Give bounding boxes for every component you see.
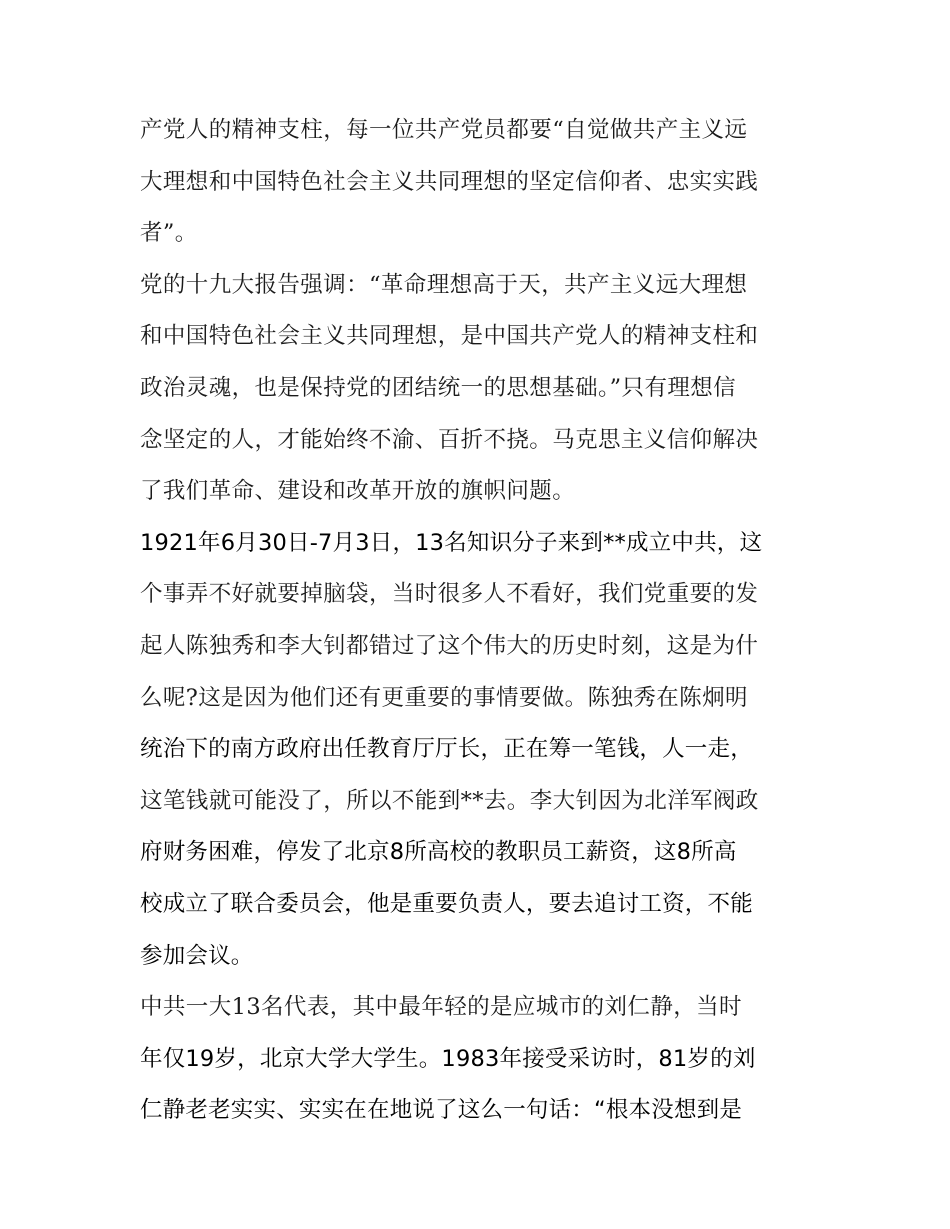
text-line: 年仅19岁，北京大学大学生。1983年接受采访时，81岁的刘 xyxy=(140,1045,756,1072)
text-line: 者”。 xyxy=(140,220,198,247)
text-line: 党的十九大报告强调：“革命理想高于天，共产主义远大理想 xyxy=(140,271,748,298)
text-line: 个事弄不好就要掉脑袋，当时很多人不看好，我们党重要的发 xyxy=(140,581,759,608)
text-line: 起人陈独秀和李大钊都错过了这个伟大的历史时刻，这是为什 xyxy=(140,632,759,659)
text-line: 政治灵魂，也是保持党的团结统一的思想基础。”只有理想信 xyxy=(140,374,737,401)
text-line: 校成立了联合委员会，他是重要负责人，要去追讨工资，不能 xyxy=(140,890,753,917)
text-line: 念坚定的人，才能始终不渝、百折不挠。马克思主义信仰解决 xyxy=(140,426,759,453)
text-line: 仁静老老实实、实实在在地说了这么一句话：“根本没想到是 xyxy=(140,1097,743,1124)
text-line: 大理想和中国特色社会主义共同理想的坚定信仰者、忠实实践 xyxy=(140,168,759,195)
text-line: 中共一大13名代表，其中最年轻的是应城市的刘仁静，当时 xyxy=(140,994,742,1021)
text-line: 府财务困难，停发了北京8所高校的教职员工薪资，这8所高 xyxy=(140,839,737,866)
text-line: 了我们革命、建设和改革开放的旗帜问题。 xyxy=(140,478,576,505)
text-line: 么呢?这是因为他们还有更重要的事情要做。陈独秀在陈炯明 xyxy=(140,684,748,711)
text-line: 产党人的精神支柱，每一位共产党员都要“自觉做共产主义远 xyxy=(140,117,748,143)
text-line: 和中国特色社会主义共同理想，是中国共产党人的精神支柱和 xyxy=(140,323,759,350)
text-line: 参加会议。 xyxy=(140,942,254,969)
text-line: 这笔钱就可能没了，所以不能到**去。李大钊因为北洋军阀政 xyxy=(140,787,759,814)
text-line: 统治下的南方政府出任教育厅厅长，正在筹一笔钱，人一走， xyxy=(140,736,753,763)
text-line: 1921年6月30日-7月3日，13名知识分子来到**成立中共，这 xyxy=(140,529,763,556)
document-body xyxy=(140,105,820,1137)
